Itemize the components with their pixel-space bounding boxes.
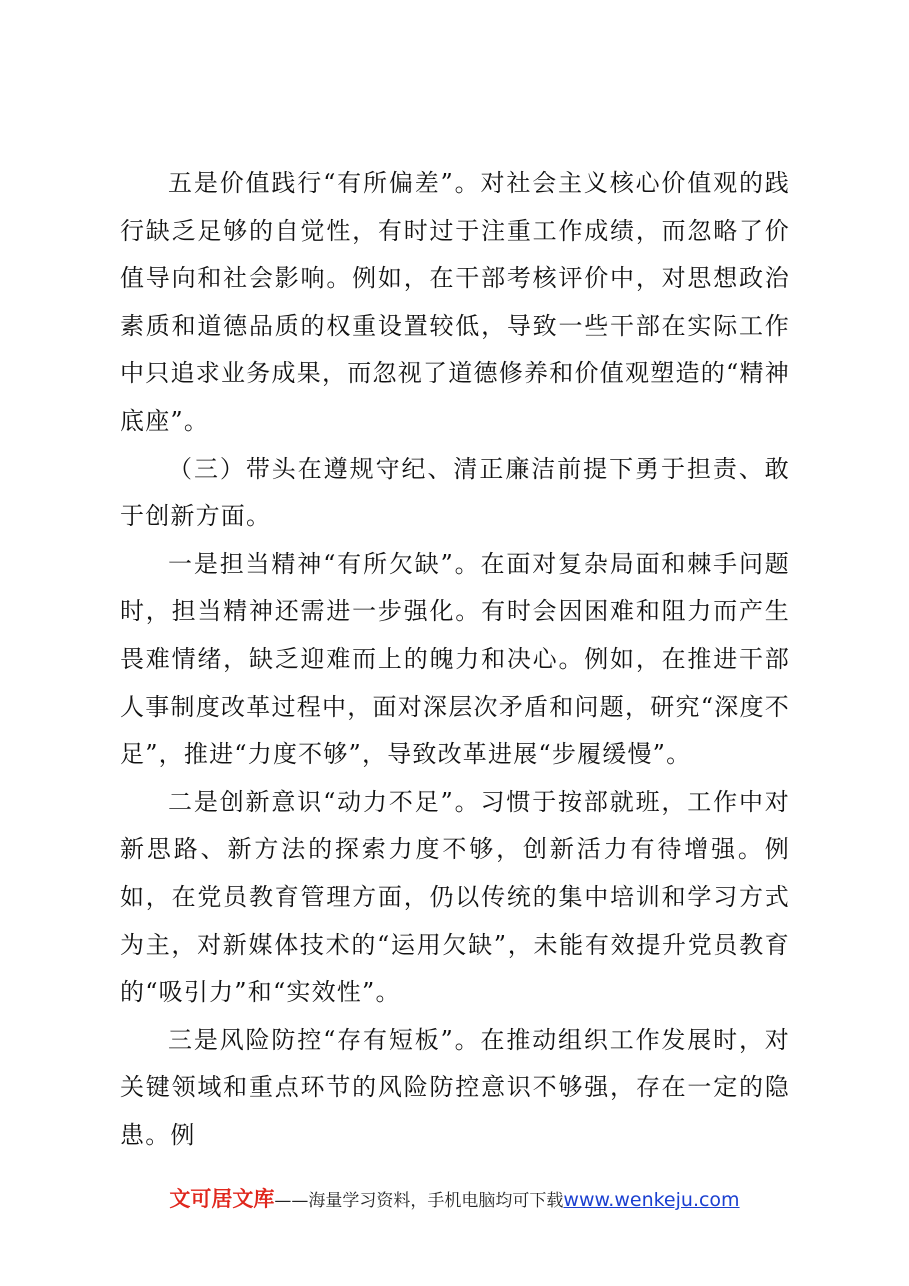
paragraph-innovation: 二是创新意识“动力不足”。习惯于按部就班，工作中对新思路、新方法的探索力度不够，创新活力有待增强。例如，在党员教育管理方面，仍以传统的集中培训和学习方式为主，对新媒体技术的“运用欠缺”，未能有效提升党员教育的“吸引力”和“实效性”。	[120, 787, 790, 1007]
footer-banner	[0, 1183, 909, 1213]
paragraph-responsibility: 一是担当精神“有所欠缺”。在面对复杂局面和棘手问题时，担当精神还需进一步强化。有时会因困难和阻力而产生畏难情绪，缺乏迎难而上的魄力和决心。例如，在推进干部人事制度改革过程中，面对深层次矛盾和问题，研究“深度不足”，推进“力度不够”，导致改革进展“步履缓慢”。	[120, 549, 790, 769]
paragraph-value-practice: 五是价值践行“有所偏差”。对社会主义核心价值观的践行缺乏足够的自觉性，有时过于注重工作成绩，而忽略了价值导向和社会影响。例如，在干部考核评价中，对思想政治素质和道德品质的权重设置较低，导致一些干部在实际工作中只追求业务成果，而忽视了道德修养和价值观塑造的“精神底座”。	[120, 169, 790, 435]
footer-description: ——海量学习资料，手机电脑均可下载	[274, 1191, 564, 1211]
footer-brand: 文可居文库	[169, 1187, 275, 1211]
section-heading-three: （三）带头在遵规守纪、清正廉洁前提下勇于担责、敢于创新方面。	[120, 454, 790, 531]
paragraph-risk-control: 三是风险防控“存有短板”。在推动组织工作发展时，对关键领域和重点环节的风险防控意识不够强，存在一定的隐患。例	[120, 1025, 790, 1149]
footer-website-link[interactable]: www.wenkeju.com	[563, 1189, 740, 1211]
document-body	[120, 160, 790, 1159]
